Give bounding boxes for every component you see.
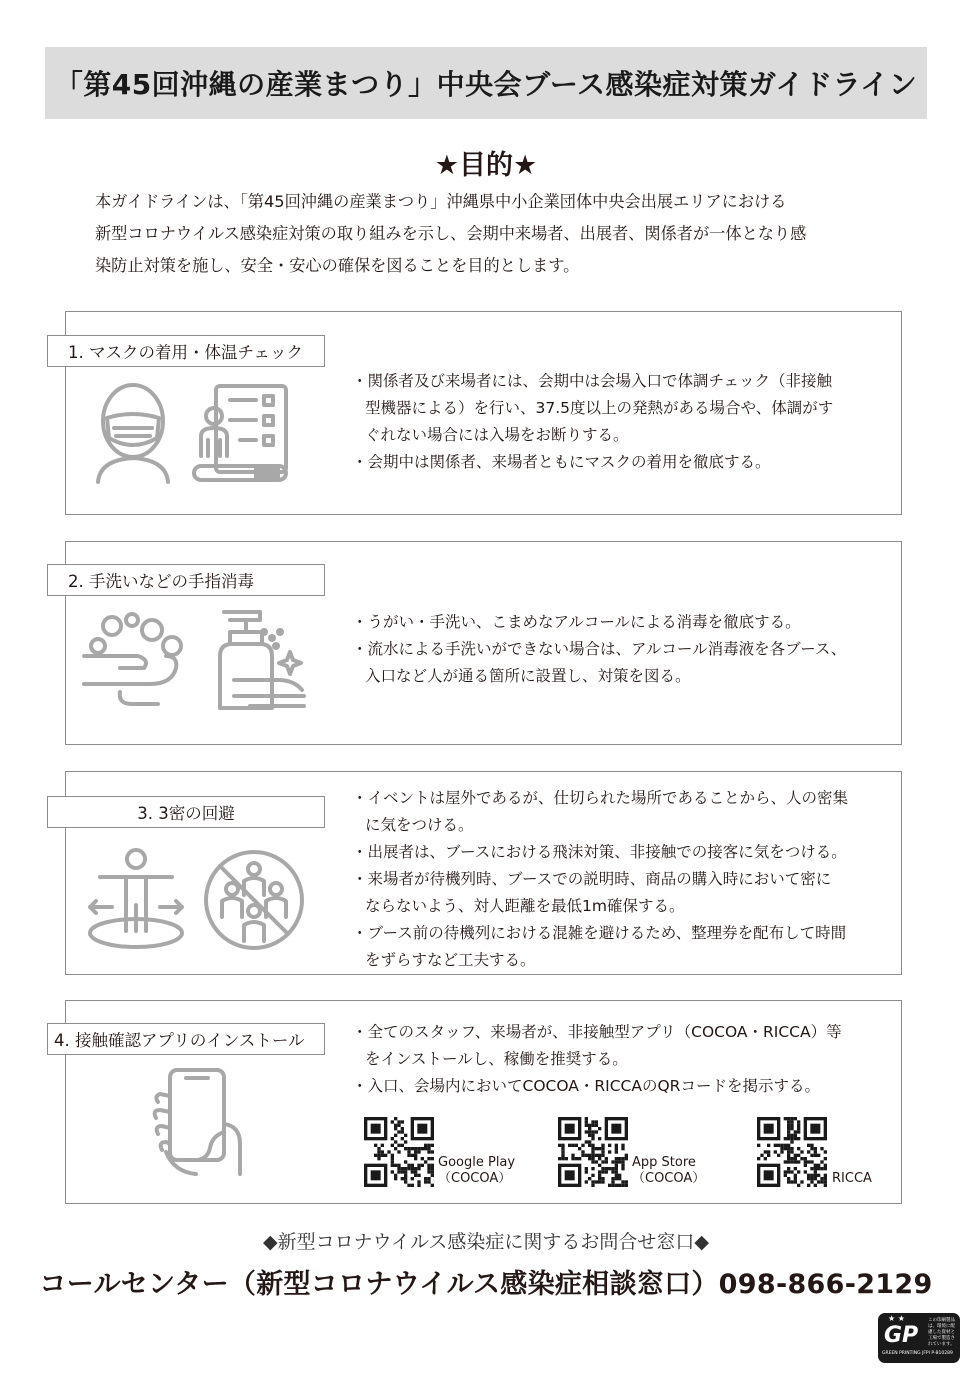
bullet-line: 入口など人が通る箇所に設置し、対策を図る。	[365, 667, 691, 685]
gp-logo: GP	[884, 1323, 919, 1348]
bullet-line: をずらすなど工夫する。	[365, 951, 536, 969]
bullet-line: ・流水による手洗いができない場合は、アルコール消毒液を各ブース、	[352, 640, 847, 658]
section-2-bullets	[352, 609, 892, 690]
qr-label-line: App Store	[632, 1155, 696, 1170]
qr-code-google-play[interactable]	[364, 1117, 434, 1187]
bullet-line: ・関係者及び来場者には、会期中は会場入口で体調チェック（非接触	[352, 372, 833, 390]
section-4-bullets	[352, 1019, 892, 1100]
bullet-line: をインストールし、稼働を推奨する。	[365, 1050, 628, 1068]
bullet-line: 型機器による）を行い、37.5度以上の発熱がある場合や、体調がす	[365, 399, 834, 417]
qr-label-ricca	[832, 1171, 872, 1187]
bullet-line: ・ブース前の待機列における混雑を避けるため、整理券を配布して時間	[352, 924, 847, 942]
handwash-sanitizer-icon	[80, 608, 310, 718]
purpose-line: 染防止対策を施し、安全・安心の確保を図ることを目的とします。	[95, 256, 580, 275]
purpose-line: 本ガイドラインは、「第45回沖縄の産業まつり」沖縄県中小企業団体中央会出展エリアにおける	[95, 192, 787, 211]
purpose-heading: ★目的★	[434, 150, 538, 181]
bullet-line: ・来場者が待機列時、ブースでの説明時、商品の購入時において密に	[352, 870, 832, 888]
qr-label-app-store	[632, 1155, 705, 1187]
gp-stars: ★ ★	[888, 1314, 905, 1323]
section-heading: 3. 3密の回避	[47, 796, 325, 828]
green-printing-mark-icon	[878, 1313, 960, 1363]
qr-label-line: （COCOA）	[438, 1171, 512, 1186]
bullet-line: ・出展者は、ブースにおける飛沫対策、非接触での接客に気をつける。	[352, 843, 847, 861]
title-bar	[45, 47, 927, 119]
qr-code-app-store[interactable]	[558, 1117, 628, 1187]
section-heading: 1. マスクの着用・体温チェック	[47, 335, 325, 367]
section-1-bullets	[352, 368, 892, 476]
section-heading: 4. 接触確認アプリのインストール	[47, 1023, 325, 1055]
section-heading: 2. 手洗いなどの手指消毒	[47, 564, 325, 596]
bullet-line: ならないよう、対人距離を最低1m確保する。	[365, 897, 685, 915]
gp-note: この印刷製品は、環境に配慮した資材と工場で製造されています。	[928, 1318, 955, 1347]
qr-label-google-play	[438, 1155, 515, 1187]
gp-sub: GREEN PRINTING JFPI P-B10289	[882, 1351, 953, 1356]
bullet-line: ・全てのスタッフ、来場者が、非接触型アプリ（COCOA・RICCA）等	[352, 1023, 842, 1041]
qr-label-line: （COCOA）	[632, 1171, 706, 1186]
purpose-line: 新型コロナウイルス感染症対策の取り組みを示し、会期中来場者、出展者、関係者が一体となり感	[95, 224, 807, 243]
smartphone-hand-icon	[150, 1066, 250, 1178]
qr-label-line: Google Play	[438, 1155, 516, 1170]
qr-label-line: RICCA	[832, 1171, 872, 1186]
qr-code-ricca[interactable]	[757, 1117, 827, 1187]
contact-heading: ◆新型コロナウイルス感染症に関するお問合せ窓口◆	[262, 1231, 710, 1253]
social-distance-icon	[84, 845, 304, 955]
bullet-line: ぐれない場合には入場をお断りする。	[365, 426, 629, 444]
document-title: 「第45回沖縄の産業まつり」中央会ブース感染症対策ガイドライン	[54, 68, 918, 101]
bullet-line: に気をつける。	[365, 816, 474, 834]
bullet-line: ・うがい・手洗い、こまめなアルコールによる消毒を徹底する。	[352, 613, 801, 631]
mask-thermometer-checklist-icon	[88, 378, 298, 488]
section-3-bullets	[352, 785, 892, 974]
call-center-number: コールセンター（新型コロナウイルス感染症相談窓口）098-866-2129	[39, 1269, 933, 1300]
purpose-text	[95, 186, 890, 282]
bullet-line: ・イベントは屋外であるが、仕切られた場所であることから、人の密集	[352, 789, 849, 807]
bullet-line: ・会期中は関係者、来場者ともにマスクの着用を徹底する。	[352, 453, 771, 471]
bullet-line: ・入口、会場内においてCOCOA・RICCAのQRコードを掲示する。	[352, 1077, 820, 1095]
